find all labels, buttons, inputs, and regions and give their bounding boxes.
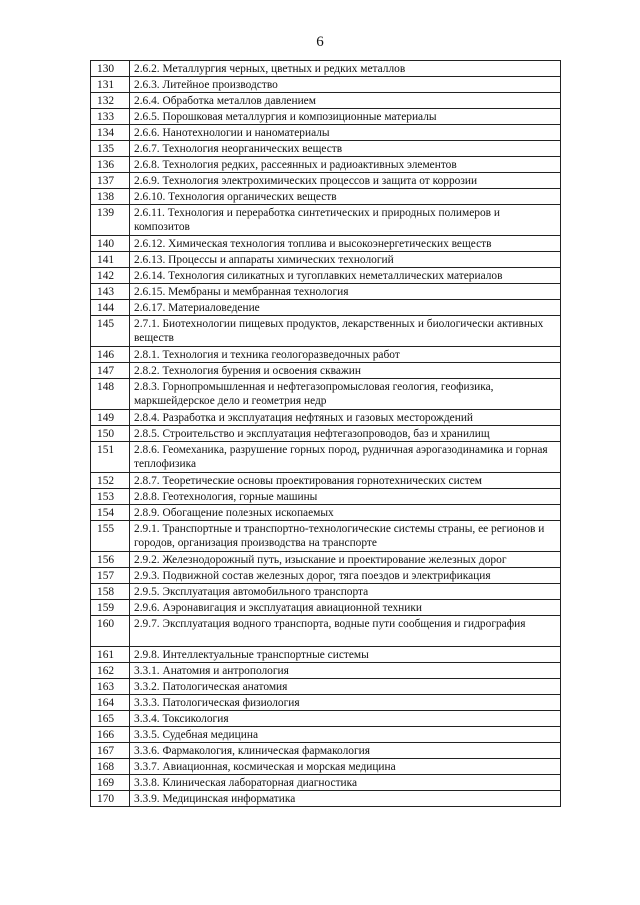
- row-specialty: 2.9.8. Интеллектуальные транспортные системы: [130, 647, 561, 663]
- table-row: [91, 727, 561, 743]
- row-number: 130: [91, 61, 130, 77]
- row-number: 145: [91, 316, 130, 347]
- row-number: 142: [91, 268, 130, 284]
- row-number: 152: [91, 473, 130, 489]
- row-specialty: 2.8.9. Обогащение полезных ископаемых: [130, 505, 561, 521]
- table-row: [91, 759, 561, 775]
- table-row: [91, 363, 561, 379]
- row-specialty: 3.3.6. Фармакология, клиническая фармакология: [130, 743, 561, 759]
- row-number: 165: [91, 711, 130, 727]
- table-row: [91, 268, 561, 284]
- row-specialty: 2.6.3. Литейное производство: [130, 77, 561, 93]
- row-specialty: 2.6.6. Нанотехнологии и наноматериалы: [130, 125, 561, 141]
- table-row: [91, 426, 561, 442]
- row-specialty: 2.6.4. Обработка металлов давлением: [130, 93, 561, 109]
- row-specialty: 3.3.8. Клиническая лабораторная диагностика: [130, 775, 561, 791]
- table-row: [91, 679, 561, 695]
- table-row: [91, 505, 561, 521]
- row-number: 169: [91, 775, 130, 791]
- row-number: 134: [91, 125, 130, 141]
- row-specialty: 2.6.15. Мембраны и мембранная технология: [130, 284, 561, 300]
- row-specialty: 2.8.2. Технология бурения и освоения скважин: [130, 363, 561, 379]
- row-specialty: 2.6.17. Материаловедение: [130, 300, 561, 316]
- row-specialty: 2.8.4. Разработка и эксплуатация нефтяных и газовых месторождений: [130, 410, 561, 426]
- row-number: 162: [91, 663, 130, 679]
- row-number: 170: [91, 791, 130, 807]
- row-number: 156: [91, 552, 130, 568]
- table-row: [91, 775, 561, 791]
- row-number: 135: [91, 141, 130, 157]
- row-specialty: 3.3.7. Авиационная, космическая и морская медицина: [130, 759, 561, 775]
- table-row: [91, 410, 561, 426]
- table-row: [91, 173, 561, 189]
- row-number: 140: [91, 236, 130, 252]
- row-specialty: 2.6.8. Технология редких, рассеянных и радиоактивных элементов: [130, 157, 561, 173]
- row-specialty: 2.8.7. Теоретические основы проектирования горнотехнических систем: [130, 473, 561, 489]
- row-specialty: 2.6.12. Химическая технология топлива и высокоэнергетических веществ: [130, 236, 561, 252]
- table-row: [91, 125, 561, 141]
- table-row: [91, 442, 561, 473]
- row-number: 164: [91, 695, 130, 711]
- row-specialty: 2.9.1. Транспортные и транспортно-технологические системы страны, ее регионов и городов, организация производства на транспорте: [130, 521, 561, 552]
- row-number: 132: [91, 93, 130, 109]
- table-row: [91, 489, 561, 505]
- row-number: 146: [91, 347, 130, 363]
- row-number: 147: [91, 363, 130, 379]
- row-specialty: 2.6.10. Технология органических веществ: [130, 189, 561, 205]
- row-number: 167: [91, 743, 130, 759]
- table-row: [91, 791, 561, 807]
- row-specialty: 2.6.14. Технология силикатных и тугоплавких неметаллических материалов: [130, 268, 561, 284]
- table-row: [91, 189, 561, 205]
- table-row: [91, 236, 561, 252]
- row-specialty: 3.3.3. Патологическая физиология: [130, 695, 561, 711]
- row-number: 150: [91, 426, 130, 442]
- row-number: 149: [91, 410, 130, 426]
- table-row: [91, 77, 561, 93]
- table-row: [91, 695, 561, 711]
- row-specialty: 3.3.2. Патологическая анатомия: [130, 679, 561, 695]
- table-row: [91, 647, 561, 663]
- specialties-table-body: [91, 61, 561, 807]
- row-number: 137: [91, 173, 130, 189]
- row-specialty: 2.7.1. Биотехнологии пищевых продуктов, лекарственных и биологически активных веществ: [130, 316, 561, 347]
- table-row: [91, 552, 561, 568]
- table-row: [91, 568, 561, 584]
- table-row: [91, 109, 561, 125]
- table-row: [91, 61, 561, 77]
- row-number: 157: [91, 568, 130, 584]
- row-number: 151: [91, 442, 130, 473]
- row-specialty: 3.3.5. Судебная медицина: [130, 727, 561, 743]
- row-specialty: 2.6.7. Технология неорганических веществ: [130, 141, 561, 157]
- row-specialty: 2.8.3. Горнопромышленная и нефтегазопромысловая геология, геофизика, маркшейдерское дело и геометрия недр: [130, 379, 561, 410]
- row-number: 143: [91, 284, 130, 300]
- table-row: [91, 379, 561, 410]
- row-specialty: 2.8.5. Строительство и эксплуатация нефтегазопроводов, баз и хранилищ: [130, 426, 561, 442]
- table-row: [91, 616, 561, 647]
- row-specialty: 2.6.2. Металлургия черных, цветных и редких металлов: [130, 61, 561, 77]
- table-row: [91, 711, 561, 727]
- row-specialty: 2.9.5. Эксплуатация автомобильного транспорта: [130, 584, 561, 600]
- row-number: 153: [91, 489, 130, 505]
- row-specialty: 2.9.6. Аэронавигация и эксплуатация авиационной техники: [130, 600, 561, 616]
- row-specialty: 2.6.13. Процессы и аппараты химических технологий: [130, 252, 561, 268]
- row-number: 154: [91, 505, 130, 521]
- row-specialty: 2.6.9. Технология электрохимических процессов и защита от коррозии: [130, 173, 561, 189]
- row-number: 133: [91, 109, 130, 125]
- table-row: [91, 600, 561, 616]
- row-specialty: 3.3.9. Медицинская информатика: [130, 791, 561, 807]
- table-row: [91, 93, 561, 109]
- row-specialty: 2.8.6. Геомеханика, разрушение горных пород, рудничная аэрогазодинамика и горная теплофизика: [130, 442, 561, 473]
- table-row: [91, 521, 561, 552]
- row-specialty: 3.3.1. Анатомия и антропология: [130, 663, 561, 679]
- table-row: [91, 473, 561, 489]
- table-row: [91, 284, 561, 300]
- row-number: 144: [91, 300, 130, 316]
- table-row: [91, 743, 561, 759]
- row-number: 155: [91, 521, 130, 552]
- row-number: 160: [91, 616, 130, 647]
- row-specialty: 2.6.11. Технология и переработка синтетических и природных полимеров и композитов: [130, 205, 561, 236]
- table-row: [91, 300, 561, 316]
- page-number: 6: [316, 34, 324, 50]
- row-number: 158: [91, 584, 130, 600]
- table-row: [91, 663, 561, 679]
- row-number: 136: [91, 157, 130, 173]
- row-specialty: 2.9.7. Эксплуатация водного транспорта, водные пути сообщения и гидрография: [130, 616, 561, 647]
- row-specialty: 3.3.4. Токсикология: [130, 711, 561, 727]
- row-specialty: 2.8.1. Технология и техника геологоразведочных работ: [130, 347, 561, 363]
- table-row: [91, 205, 561, 236]
- row-specialty: 2.6.5. Порошковая металлургия и композиционные материалы: [130, 109, 561, 125]
- row-number: 131: [91, 77, 130, 93]
- row-number: 168: [91, 759, 130, 775]
- row-specialty: 2.9.3. Подвижной состав железных дорог, тяга поездов и электрификация: [130, 568, 561, 584]
- row-number: 159: [91, 600, 130, 616]
- row-number: 138: [91, 189, 130, 205]
- row-number: 163: [91, 679, 130, 695]
- table-row: [91, 347, 561, 363]
- row-specialty: 2.8.8. Геотехнология, горные машины: [130, 489, 561, 505]
- table-row: [91, 157, 561, 173]
- row-number: 141: [91, 252, 130, 268]
- row-number: 139: [91, 205, 130, 236]
- table-row: [91, 584, 561, 600]
- table-row: [91, 141, 561, 157]
- row-number: 148: [91, 379, 130, 410]
- table-row: [91, 316, 561, 347]
- row-number: 161: [91, 647, 130, 663]
- row-number: 166: [91, 727, 130, 743]
- row-specialty: 2.9.2. Железнодорожный путь, изыскание и проектирование железных дорог: [130, 552, 561, 568]
- specialties-table: [90, 60, 561, 807]
- table-row: [91, 252, 561, 268]
